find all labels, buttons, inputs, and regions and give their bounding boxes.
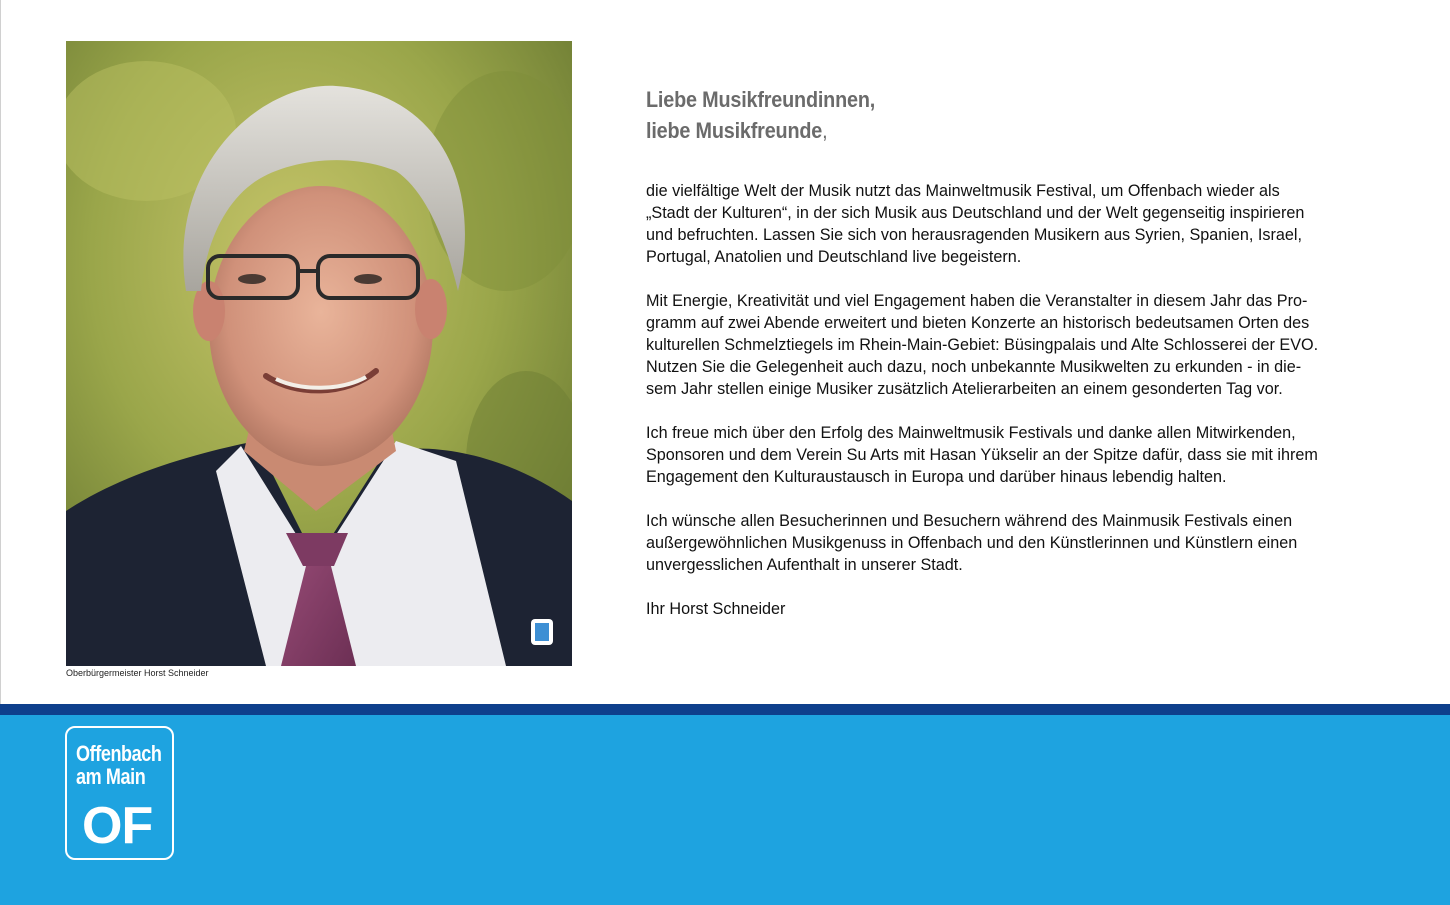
paragraph-line: Mit Energie, Kreativität und viel Engagement haben die Veranstalter in diesem Jahr das Pro- <box>646 292 1308 310</box>
left-border-line <box>0 0 1 705</box>
offenbach-logo <box>65 726 174 860</box>
paragraph-program <box>646 290 1406 400</box>
paragraph-line: die vielfältige Welt der Musik nutzt das Mainweltmusik Festival, um Offenbach wieder als <box>646 182 1280 200</box>
paragraph-line: kulturellen Schmelztiegels im Rhein-Main-Gebiet: Büsingpalais und Alte Schlosserei der EVO. <box>646 336 1319 354</box>
signature: Ihr Horst Schneider <box>646 600 786 618</box>
paragraph-line: sem Jahr stellen einige Musiker zusätzlich Atelierarbeiten an einem gesonderten Tag vor. <box>646 380 1283 398</box>
paragraph-line: unvergesslichen Aufenthalt in unserer Stadt. <box>646 556 963 574</box>
logo-line-1: Offenbach <box>76 741 162 766</box>
paragraph-wishes <box>646 510 1406 576</box>
logo-line-2: am Main <box>76 764 146 789</box>
letter-body <box>646 84 1406 620</box>
logo-mark: OF <box>82 797 153 855</box>
paragraph-line: Sponsoren und dem Verein Su Arts mit Hasan Yükselir an der Spitze dafür, dass sie mit ihrem <box>646 446 1318 464</box>
paragraph-line: „Stadt der Kulturen“, in der sich Musik aus Deutschland und der Welt gegenseitig inspirieren <box>646 204 1305 222</box>
paragraph-line: Ich wünsche allen Besucherinnen und Besuchern während des Mainmusik Festivals einen <box>646 512 1293 530</box>
paragraph-line: gramm auf zwei Abende erweitert und bieten Konzerte an historisch bedeutsamen Orten des <box>646 314 1310 332</box>
paragraph-thanks <box>646 422 1406 488</box>
paragraph-line: Nutzen Sie die Gelegenheit auch dazu, noch unbekannte Musikwelten zu erkunden - in die- <box>646 358 1302 376</box>
photo-caption: Oberbürgermeister Horst Schneider <box>66 668 209 678</box>
paragraph-line: Ich freue mich über den Erfolg des Mainweltmusik Festivals und danke allen Mitwirkenden, <box>646 424 1296 442</box>
paragraph-line: und befruchten. Lassen Sie sich von herausragenden Musikern aus Syrien, Spanien, Israel, <box>646 226 1302 244</box>
greeting-line-2-text: liebe Musikfreunde <box>646 118 823 143</box>
paragraph-line: außergewöhnlichen Musikgenuss in Offenbach und den Künstlerinnen und Künstlern einen <box>646 534 1298 552</box>
greeting-line-2 <box>646 115 1330 146</box>
paragraph-line: Portugal, Anatolien und Deutschland live begeistern. <box>646 248 1022 266</box>
paragraph-intro <box>646 180 1406 268</box>
greeting-heading <box>646 84 1330 146</box>
footer-stripe <box>0 704 1450 715</box>
portrait-photo <box>66 41 572 666</box>
footer-band <box>0 715 1450 905</box>
greeting-comma: , <box>822 118 828 143</box>
greeting-line-1: Liebe Musikfreundinnen, <box>646 87 876 112</box>
paragraph-line: Engagement den Kulturaustausch in Europa und darüber hinaus lebendig halten. <box>646 468 1227 486</box>
